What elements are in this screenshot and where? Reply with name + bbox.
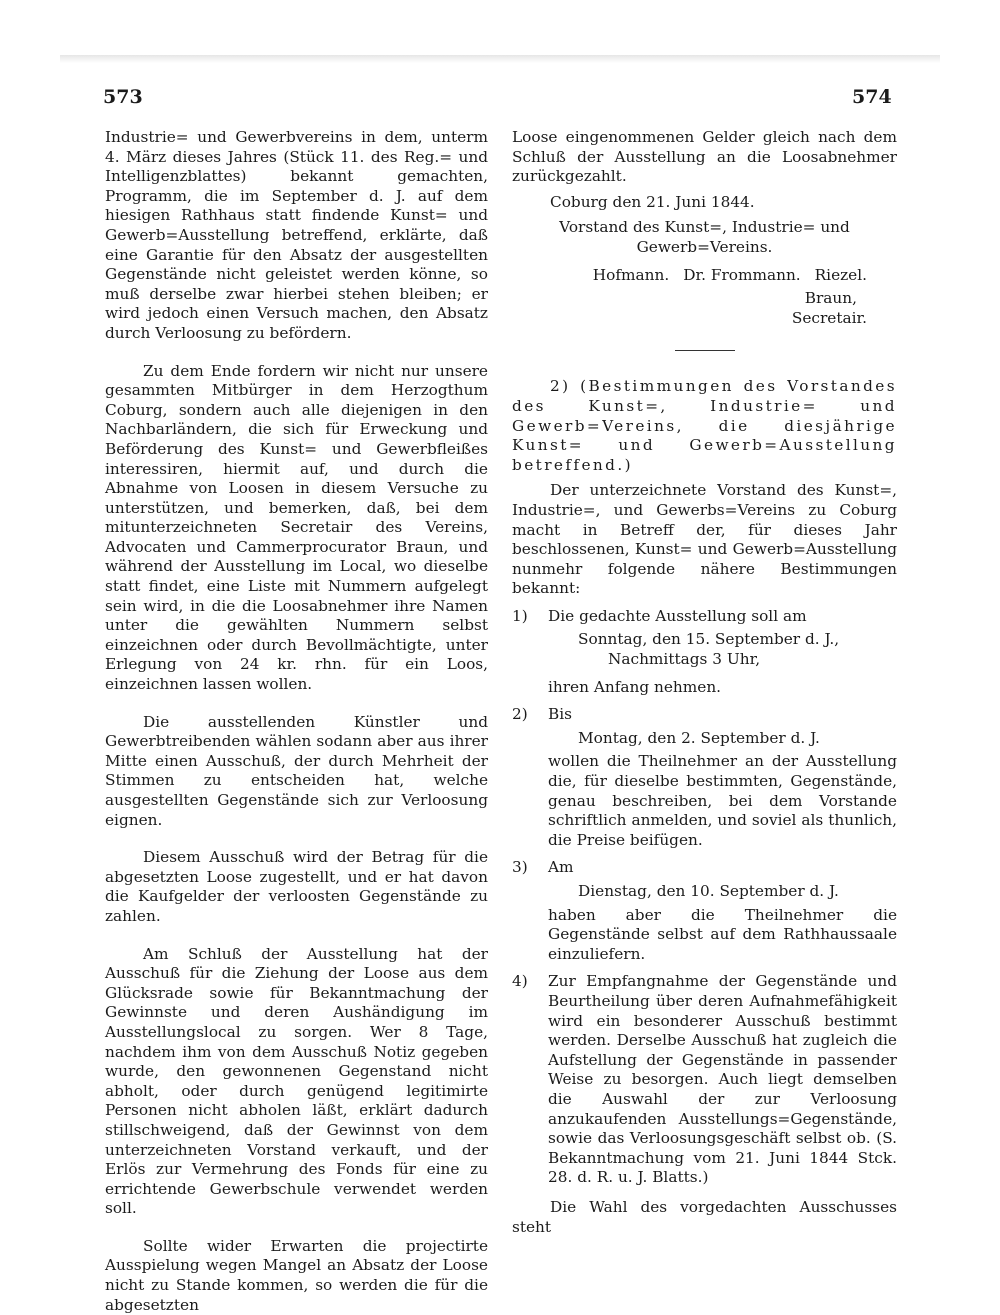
page-number-left: 573 [103, 86, 143, 108]
right-column [512, 128, 897, 1237]
left-paragraph-4: Diesem Ausschuß wird der Betrag für die abgesetzten Loose zugestellt, und er hat davon die Kaufgelder der verloosten Gegenstände zu zahlen. [105, 848, 488, 925]
right-paragraph-1: Loose eingenommenen Gelder gleich nach dem Schluß der Ausstellung an die Loosabnehmer zurückgezahlt. [512, 128, 897, 186]
dateline: Coburg den 21. Juni 1844. [550, 192, 755, 211]
left-paragraph-1: Industrie= und Gewerbvereins in dem, unterm 4. März dieses Jahres (Stück 11. des Reg.= und Intelligenzblattes) bekannt gemachten, Programm, die im September d. J. auf dem hiesigen Rathhaus statt findende Kunst= und Gewerb=Ausstellung betreffend, erklärte, daß eine Garantie für den Absatz der ausgestellten Gegenstände nicht geleistet werden könne, so muß derselbe zwar hierbei stehen bleiben; er wird jedoch einen Versuch machen, den Absatz durch Verloosung zu befördern. [105, 128, 488, 342]
item-2-text-c: wollen die Theilnehmer an der Ausstellung die, für dieselbe bestimmten, Gegenstände, genau beschreiben, bei dem Vorstande schriftlich anmelden, und soviel als thunlich, die Preise beifügen. [548, 752, 897, 849]
list-item-2 [512, 705, 897, 850]
signer-frommann: Dr. Frommann. [683, 265, 801, 284]
intro-paragraph: Der unterzeichnete Vorstand des Kunst=, Industrie=, und Gewerbs=Vereins zu Coburg macht in Betreff der, für dieses Jahr beschlossenen, Kunst= und Gewerb=Ausstellung nunmehr folgende nähere Bestimmungen bekannt: [512, 481, 897, 598]
right-last-line: Die Wahl des vorgedachten Ausschusses steht [512, 1197, 897, 1236]
section-heading: 2) (Bestimmungen des Vorstandes des Kunst=, Industrie= und Gewerb=Vereins, die diesjährige Kunst= und Gewerb=Ausstellung betreffend.) [512, 377, 897, 474]
signers-row [512, 266, 897, 286]
item-3-text-c: haben aber die Theilnehmer die Gegenstände selbst auf dem Rathhaussaale einzuliefern. [548, 905, 897, 963]
left-paragraph-5: Am Schluß der Ausstellung hat der Ausschuß für die Ziehung der Loose aus dem Glücksrade sowie für Bekanntmachung der Gewinnste und deren Aushändigung im Ausstellungslocal zu sorgen. Wer 8 Tage, nachdem ihm von dem Ausschuß Notiz gegeben wurde, den gewonnenen Gegenstand nicht abholt, oder durch genügend legitimirte Personen nicht abholen läßt, erklärt dadurch stillschweigend, daß der Gewinnst von dem unterzeichneten Vorstand verkauft, und der Erlös zur Vermehrung des Fonds für eine zu errichtende Gewerbschule verwendet werden soll. [105, 944, 488, 1218]
signer-braun: Braun, [804, 289, 857, 308]
section-divider [675, 350, 735, 351]
item-1-date: Sonntag, den 15. September d. J., [578, 630, 840, 649]
list-item-3 [512, 858, 897, 964]
signer-riezel: Riezel. [814, 265, 867, 284]
left-paragraph-2: Zu dem Ende fordern wir nicht nur unsere gesammten Mitbürger in dem Herzogthum Coburg, sondern auch alle diejenigen in den Nachbarländern, die sich für Erweckung und Beförderung des Kunst= und Gewerbfleißes interessiren, hiermit auf, und durch die Abnahme von Loosen in diesem Versuche zu unterstützen, und bemerken, daß, bei dem mitunterzeichneten Secretair des Vereins, Advocaten und Cammerprocurator Braun, und während der Ausstellung im Local, wo dieselbe statt findet, eine Liste mit Nummern aufgelegt sein wird, in die die Loosabnehmer ihre Namen unter die gewählten Nummern selbst einzeichnen oder durch Bevollmächtigte, unter Erlegung von 24 kr. rhn. für ein Loos, einzeichnen lassen wollen. [105, 361, 488, 694]
signer-hofmann: Hofmann. [592, 265, 670, 284]
left-column [105, 128, 488, 1315]
list-item-4 [512, 972, 897, 1188]
signer-braun-title: Secretair. [791, 308, 867, 327]
item-2-number: 2) [512, 705, 528, 724]
item-1-number: 1) [512, 606, 528, 625]
item-2-date: Montag, den 2. September d. J. [578, 728, 820, 747]
list-item-1 [512, 607, 897, 697]
item-1-text-a: Die gedachte Ausstellung soll am [548, 606, 807, 625]
page-number-right: 574 [852, 86, 892, 108]
item-2-text-a: Bis [548, 705, 572, 724]
item-3-number: 3) [512, 858, 528, 877]
left-paragraph-6: Sollte wider Erwarten die projectirte Ausspielung wegen Mangel an Absatz der Loose nicht zu Stande kommen, so werden die für die abgesetzten [105, 1236, 488, 1314]
item-3-date: Dienstag, den 10. September d. J. [578, 882, 839, 900]
item-4-number: 4) [512, 972, 528, 991]
item-3-text-a: Am [548, 858, 574, 877]
item-4-text: Zur Empfangnahme der Gegenstände und Beurtheilung über deren Aufnahmefähigkeit wird ein besonderer Ausschuß bestimmt werden. Derselbe Ausschuß hat zugleich die Aufstellung der Gegenstände in passender Weise zu besorgen. Auch liegt demselben die Auswahl der zur Verloosung anzukaufenden Ausstellungs=Gegenstände, sowie das Verloosungsgeschäft selbst ob. (S. Bekanntmachung vom 21. Juni 1844 Stck. 28. d. R. u. J. Blatts.) [548, 972, 897, 1187]
scan-shadow [60, 55, 940, 63]
left-paragraph-3: Die ausstellenden Künstler und Gewerbtreibenden wählen sodann aber aus ihrer Mitte einen Ausschuß, der durch Mehrheit der Stimmen zu entscheiden hat, welche ausgestellten Gegenstände sich zur Verloosung eignen. [105, 712, 488, 829]
item-1-time: Nachmittags 3 Uhr, [608, 650, 761, 669]
item-1-text-d: ihren Anfang nehmen. [548, 677, 722, 696]
board-signature: Vorstand des Kunst=, Industrie= und Gewerb=Vereins. [559, 218, 850, 256]
